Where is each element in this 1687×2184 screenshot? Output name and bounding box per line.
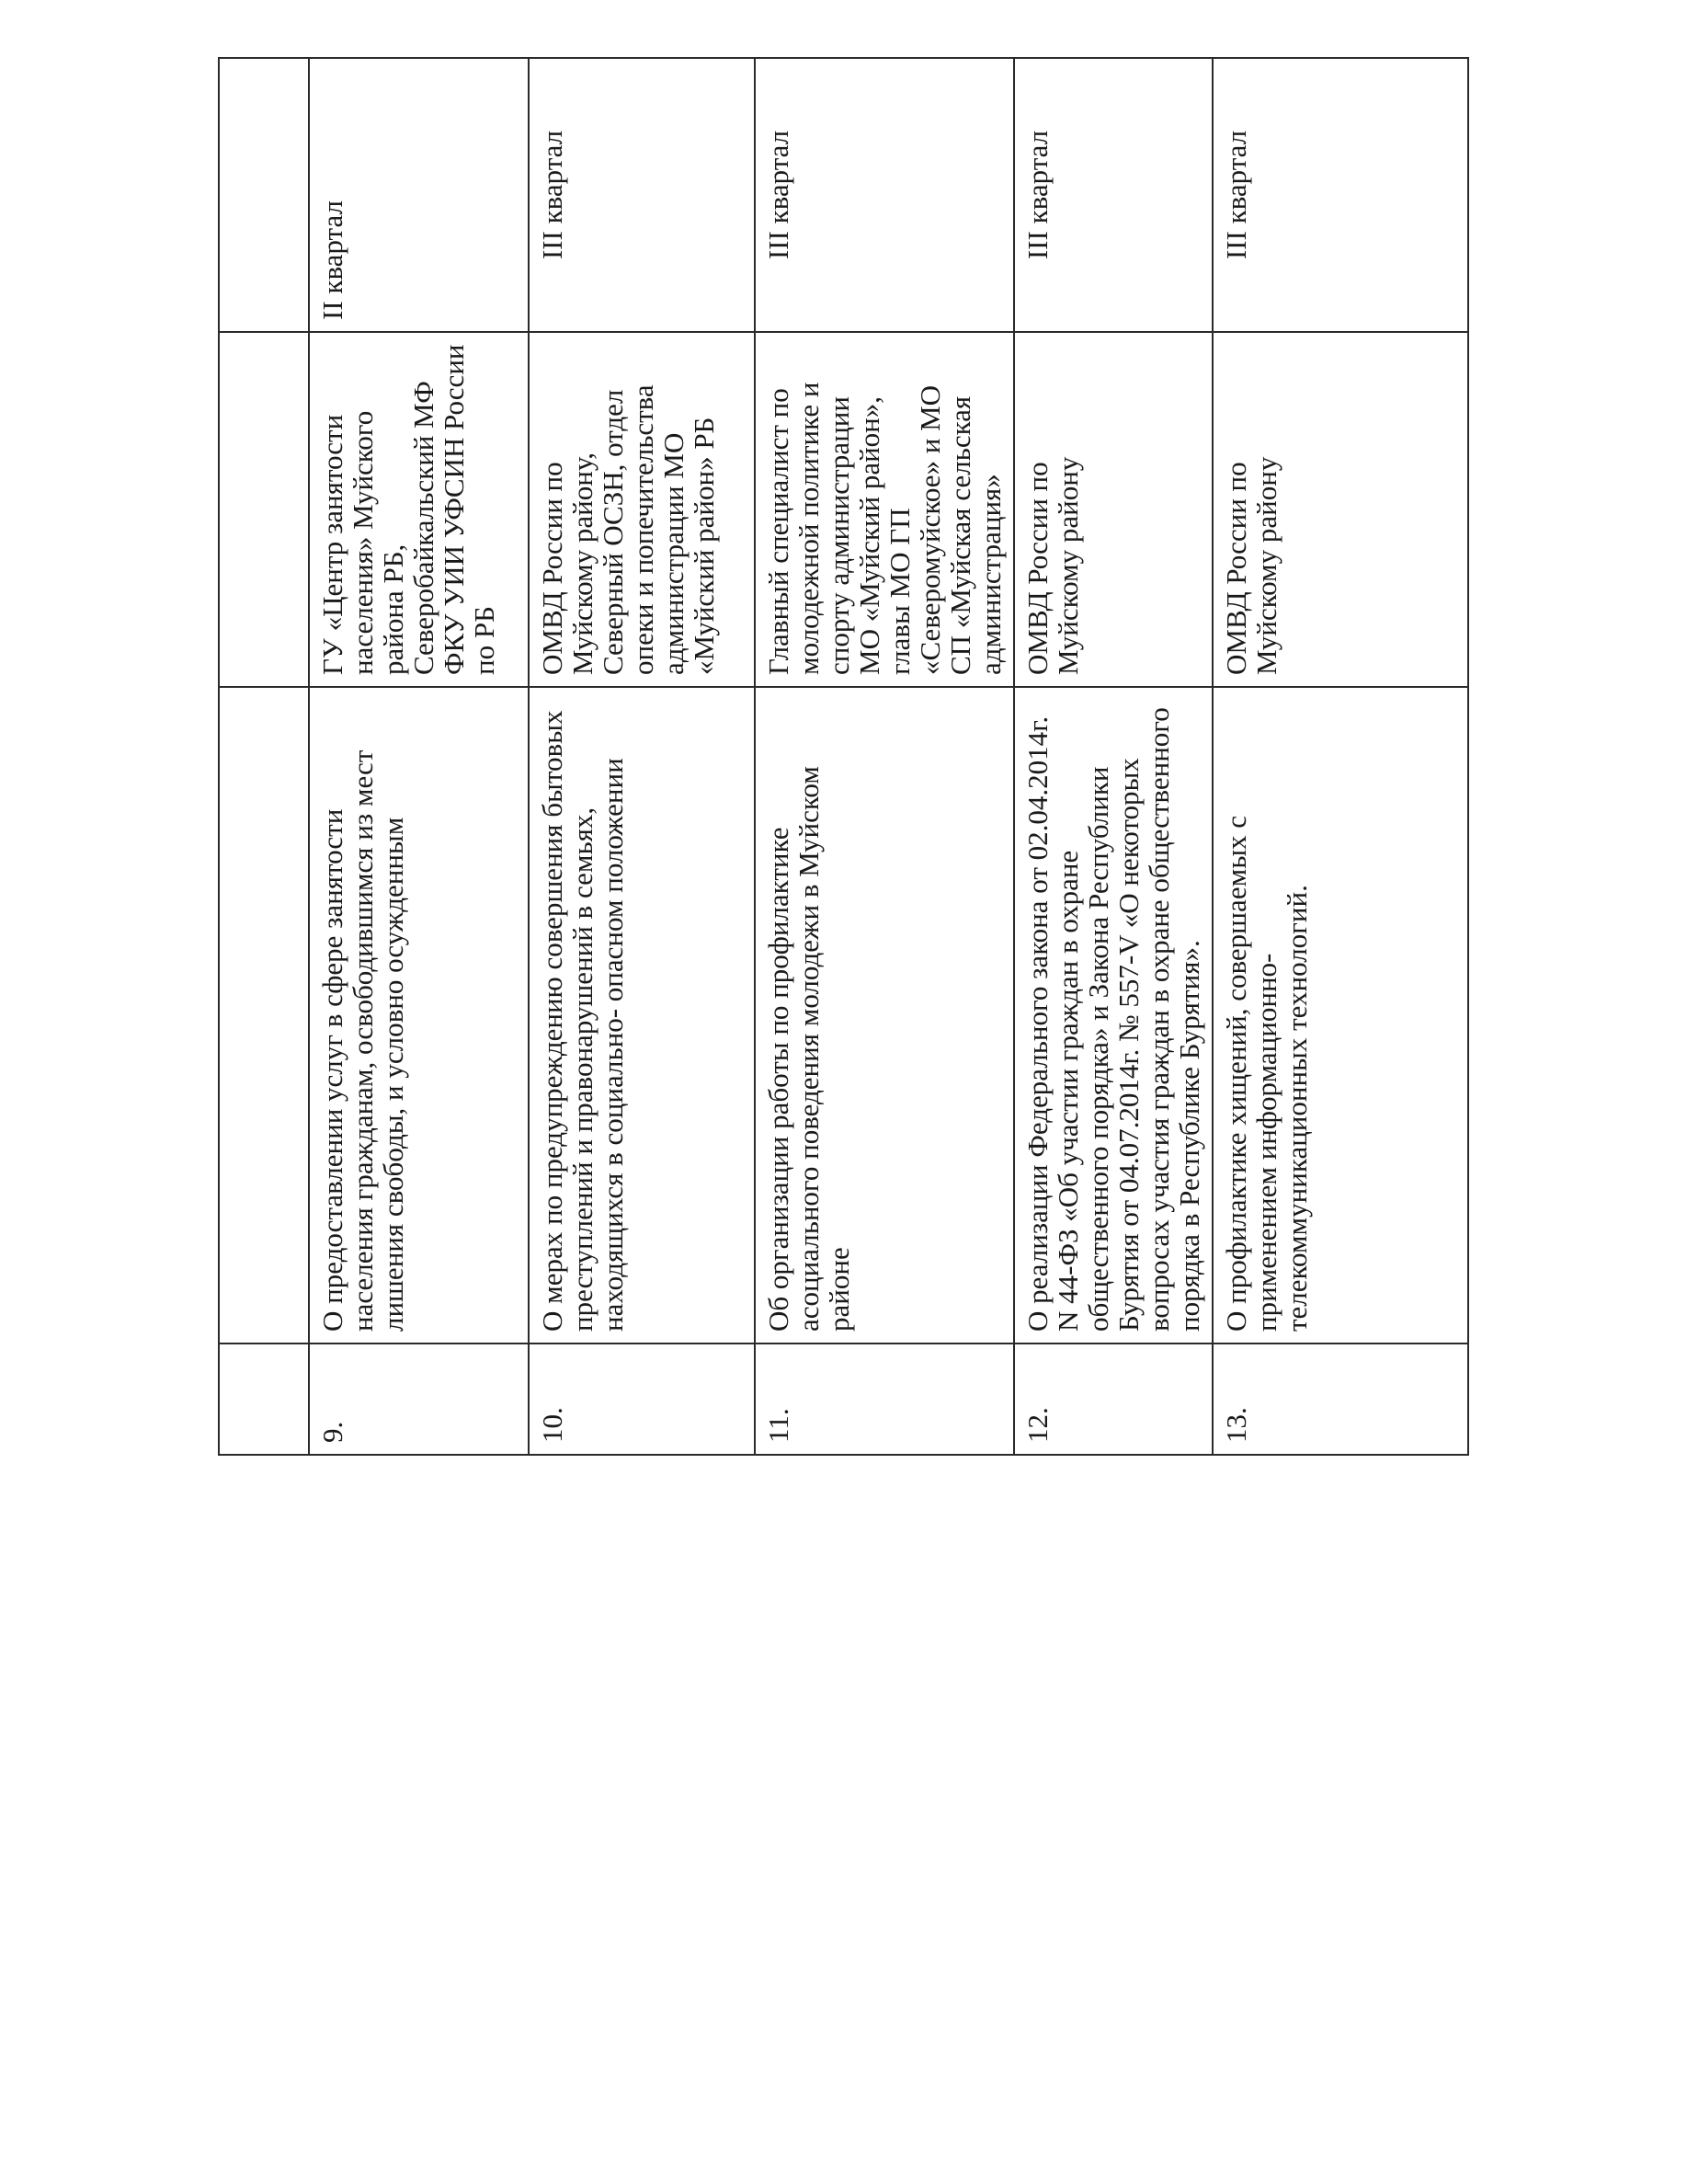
event-description: О предоставлении услуг в сфере занятости населения гражданам, освободившимся из мест лишения свободы, и условно осужденным <box>309 687 529 1344</box>
measures-table <box>218 57 1469 1456</box>
responsible-party: ОМВД России по Муйскому району, Северный ОСЗН, отдел опеки и попечительства администрации МО «Муйский район» РБ <box>529 332 755 687</box>
execution-term: III квартал <box>1014 58 1213 332</box>
header-cell-num <box>219 1344 309 1455</box>
table-row <box>755 58 1014 1455</box>
row-number: 9. <box>309 1344 529 1455</box>
row-number: 13. <box>1213 1344 1468 1455</box>
responsible-party: ОМВД России по Муйскому району <box>1213 332 1468 687</box>
event-description: О профилактике хищений, совершаемых с применением информационно-телекоммуникационных технологий. <box>1213 687 1468 1344</box>
table-row <box>529 58 755 1455</box>
execution-term: III квартал <box>529 58 755 332</box>
execution-term: III квартал <box>755 58 1014 332</box>
row-number: 11. <box>755 1344 1014 1455</box>
execution-term: II квартал <box>309 58 529 332</box>
event-description: Об организации работы по профилактике асоциального поведения молодежи в Муйском районе <box>755 687 1014 1344</box>
responsible-party: Главный специалист по молодежной политике и спорту администрации МО «Муйский район», главы МО ГП «Северомуйское» и МО СП «Муйская сельская администрация» <box>755 332 1014 687</box>
table-header-row <box>219 58 309 1455</box>
row-number: 10. <box>529 1344 755 1455</box>
header-cell-term <box>219 58 309 332</box>
execution-term: III квартал <box>1213 58 1468 332</box>
responsible-party: ОМВД России по Муйскому району <box>1014 332 1213 687</box>
table-row <box>1213 58 1468 1455</box>
header-cell-responsible <box>219 332 309 687</box>
row-number: 12. <box>1014 1344 1213 1455</box>
table-row <box>309 58 529 1455</box>
responsible-party: ГУ «Центр занятости населения» Муйского района РБ, Северобайкальский МФ ФКУ УИИ УФСИН России по РБ <box>309 332 529 687</box>
event-description: О мерах по предупреждению совершения бытовых преступлений и правонарушений в семьях, находящихся в социально- опасном положении <box>529 687 755 1344</box>
event-description: О реализации Федерального закона от 02.04.2014г. N 44-ФЗ «Об участии граждан в охране общественного порядка» и Закона Республики Бурятия от 04.07.2014г. № 557-V «О некоторых вопросах участия граждан в охране общественного порядка в Республике Бурятия». <box>1014 687 1213 1344</box>
header-cell-event <box>219 687 309 1344</box>
rotated-page-content <box>218 130 1330 1456</box>
table-row <box>1014 58 1213 1455</box>
